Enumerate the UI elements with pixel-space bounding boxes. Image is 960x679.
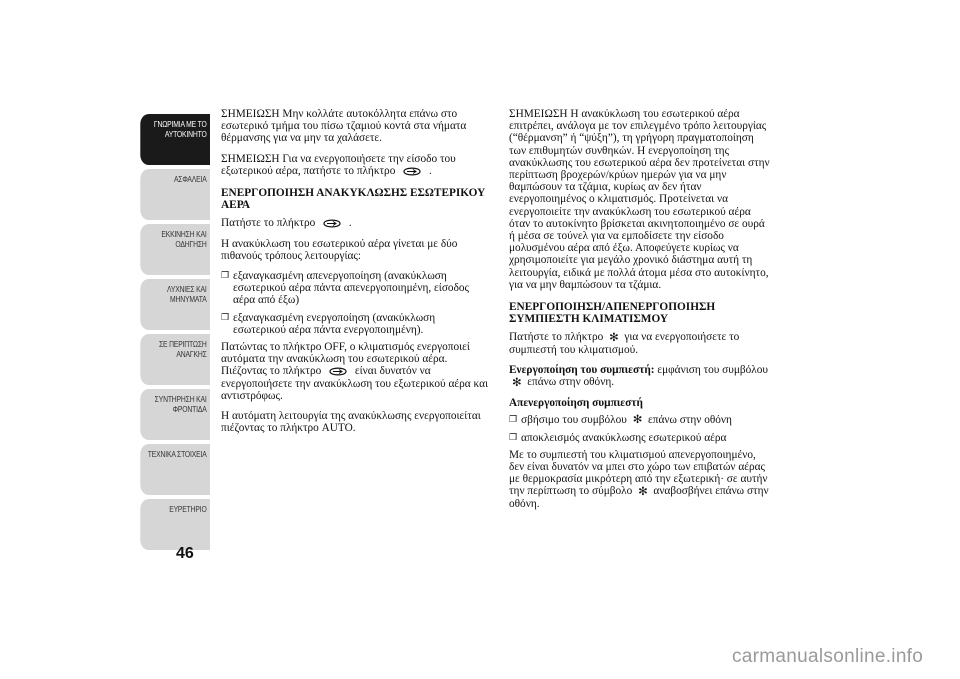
- para-compressor-off: [509, 449, 771, 510]
- tab-emergency[interactable]: [140, 334, 210, 385]
- label: Ενεργοποίηση του συμπιεστή:: [509, 364, 655, 377]
- snowflake-icon: ✻: [632, 414, 643, 427]
- text: .: [348, 217, 352, 230]
- tab-warning-lights[interactable]: [140, 279, 210, 330]
- compressor-on: [509, 364, 771, 389]
- list-item: [221, 270, 489, 307]
- snowflake-icon: ✻: [609, 331, 619, 344]
- checkbox-bullet-icon: ❒: [221, 271, 230, 282]
- page-number: 46: [176, 545, 194, 562]
- tab-label-line2: ΟΔΗΓΗΣΗ: [175, 240, 207, 249]
- checkbox-bullet-icon: ❒: [221, 312, 230, 323]
- para-off-button: [221, 341, 489, 402]
- text: εμφάνιση του συμβόλου: [657, 364, 769, 377]
- text: ΣΗΜΕΙΩΣΗ Για να ενεργοποιήσετε την είσοδο του εξωτερικού αέρα, πατήστε το πλήκτρο: [221, 152, 456, 177]
- right-column: [509, 108, 771, 518]
- tab-label-line2: ΑΝΑΓΚΗΣ: [176, 350, 207, 359]
- text: .: [429, 164, 432, 177]
- tab-getting-to-know[interactable]: [140, 114, 210, 165]
- recirculation-icon: [327, 366, 349, 377]
- text: είναι δυνατόν να ενεργοποιήσετε την ανακύκλωση του εξωτερικού αέρα και αντιστρόφως.: [221, 365, 489, 402]
- para-auto: Η αυτόματη λειτουργία της ανακύκλωσης ενεργοποιείται πιέζοντας το πλήκτρο AUTO.: [221, 410, 481, 435]
- tab-label-line1: ΛΥΧΝΙΕΣ ΚΑΙ: [166, 285, 207, 294]
- compressor-off-label: Απενεργοποίηση συμπιεστή: [509, 396, 643, 409]
- left-column: [221, 108, 489, 442]
- checkbox-bullet-icon: ❒: [509, 432, 518, 443]
- note-stickers: ΣΗΜΕΙΩΣΗ Μην κολλάτε αυτοκόλλητα επάνω στο εσωτερικό τμήμα του πίσω τζαμιού κοντά στα νήματα θέρμανσης για να μην τα χαλάσετε.: [221, 108, 467, 145]
- checkbox-bullet-icon: ❒: [509, 415, 518, 426]
- snowflake-icon: ✻: [638, 485, 648, 498]
- tab-starting-driving[interactable]: [140, 224, 210, 275]
- list-item: [509, 414, 771, 427]
- list-item: [509, 432, 771, 444]
- press-recirculation: [221, 217, 489, 229]
- tab-label-line1: ΕΚΚΙΝΗΣΗ ΚΑΙ: [161, 230, 207, 239]
- tab-label-line1: ΣΥΝΤΗΡΗΣΗ ΚΑΙ: [154, 395, 207, 404]
- item-text: επάνω στην οθόνη: [648, 414, 732, 427]
- tab-label-line2: ΜΗΝΥΜΑΤΑ: [170, 295, 207, 304]
- watermark: carmanualsonline.info: [732, 646, 924, 667]
- tab-label-line2: ΕΥΡΕΤΗΡΙΟ: [169, 505, 207, 514]
- text: Πατήστε το πλήκτρο: [221, 217, 316, 230]
- tab-technical-data[interactable]: [140, 444, 210, 495]
- item-text: αποκλεισμός ανακύκλωσης εσωτερικού αέρα: [521, 431, 727, 444]
- tab-safety[interactable]: [140, 169, 210, 220]
- press-compressor: [509, 331, 771, 356]
- list-item: [221, 312, 489, 336]
- item-text: εξαναγκασμένη ενεργοποίηση (ανακύκλωση εσωτερικού αέρα πάντα ενεργοποιημένη).: [233, 311, 436, 336]
- item-text: εξαναγκασμένη απενεργοποίηση (ανακύκλωση εσωτερικού αέρα πάντα απενεργοποιημένη, είσοδος αέρα από έξω): [233, 270, 470, 307]
- recirculation-icon: [401, 166, 423, 177]
- tab-index[interactable]: [140, 499, 210, 550]
- text: επάνω στην οθόνη.: [527, 376, 615, 389]
- text: Πατήστε το πλήκτρο: [509, 331, 604, 344]
- text: Πατώντας το πλήκτρο OFF, ο κλιματισμός ενεργοποιεί αυτόματα την ανακύκλωση του εσωτερικού αέρα. Πιέζοντας το πλήκτρο: [221, 341, 470, 378]
- text: για να ενεργοποιήσετε το συμπιεστή του κλιματισμού.: [509, 331, 740, 356]
- intro-modes: Η ανακύκλωση του εσωτερικού αέρα γίνεται με δύο πιθανούς τρόπους λειτουργίας:: [221, 237, 458, 262]
- tab-label-line2: ΑΥΤΟΚΙΝΗΤΟ: [164, 130, 207, 139]
- note-recirculation: ΣΗΜΕΙΩΣΗ Η ανακύκλωση του εσωτερικού αέρα επιτρέπει, ανάλογα με τον επιλεγμένο τρόπο λειτουργίας (“θέρμανση” ή “ψύξη”), τη γρήγορη πραγματοποίηση των επιθυμητών συνθηκών. Η ενεργοποίηση της ανακύκλωσης του εσωτερικού αέρα δεν προτείνεται στην περίπτωση βροχερών/κρύων ημερών για να μην θαμπώσουν τα τζάμια, κυρίως αν δεν ήταν ενεργοποιημένος ο κλιματισμός. Προτείνεται να ενεργοποιείτε την ανακύκλωση του εσωτερικού αέρα όταν το αυτοκίνητο βρίσκεται ακινητοποιημένο σε ουρά ή μέσα σε τούνελ για να εμποδίσετε την είσοδο μολυσμένου αέρα από έξω. Αποφεύγετε κυρίως να χρησιμοποιείτε για μεγάλο χρονικό διάστημα αυτή τη λειτουργία, ειδικά με πολλά άτομα μέσα στο αυτοκίνητο, για να μην θαμπώσουν τα τζάμια.: [509, 108, 770, 291]
- heading-compressor: ΕΝΕΡΓΟΠΟΙΗΣΗ/ΑΠΕΝΕΡΓΟΠΟΙΗΣΗ ΣΥΜΠΙΕΣΤΗ ΚΛΙΜΑΤΙΣΜΟΥ: [509, 301, 716, 326]
- tab-label-line1: ΓΝΩΡΙΜΙΑ ΜΕ ΤΟ: [153, 120, 207, 129]
- heading-recirculation: ΕΝΕΡΓΟΠΟΙΗΣΗ ΑΝΑΚΥΚΛΩΣΗΣ ΕΣΩΤΕΡΙΚΟΥ ΑΕΡΑ: [221, 187, 486, 212]
- item-text: σβήσιμο του συμβόλου: [521, 414, 627, 427]
- recirculation-icon: [321, 218, 343, 229]
- snowflake-icon: ✻: [512, 376, 522, 389]
- note-outside-air: [221, 153, 489, 177]
- tab-maintenance[interactable]: [140, 389, 210, 440]
- tab-label-line2: ΑΣΦΑΛΕΙΑ: [173, 175, 207, 184]
- text: Με το συμπιεστή του κλιματισμού απενεργοποιημένο, δεν είναι δυνατόν να μπει στο χώρο των επιβατών αέρας με θερμοκρασία μικρότερη από την εξωτερική· σε αυτήν την περίπτωση το σύμβολο: [509, 448, 768, 498]
- tab-label-line2: ΦΡΟΝΤΙΔΑ: [172, 405, 207, 414]
- tab-label-line2: ΤΕΧΝΙΚΑ ΣΤΟΙΧΕΙΑ: [147, 450, 207, 459]
- text: αναβοσβήνει επάνω στην οθόνη.: [509, 485, 769, 510]
- tab-label-line1: ΣΕ ΠΕΡΙΠΤΩΣΗ: [159, 340, 207, 349]
- chapter-tabs: [128, 114, 210, 546]
